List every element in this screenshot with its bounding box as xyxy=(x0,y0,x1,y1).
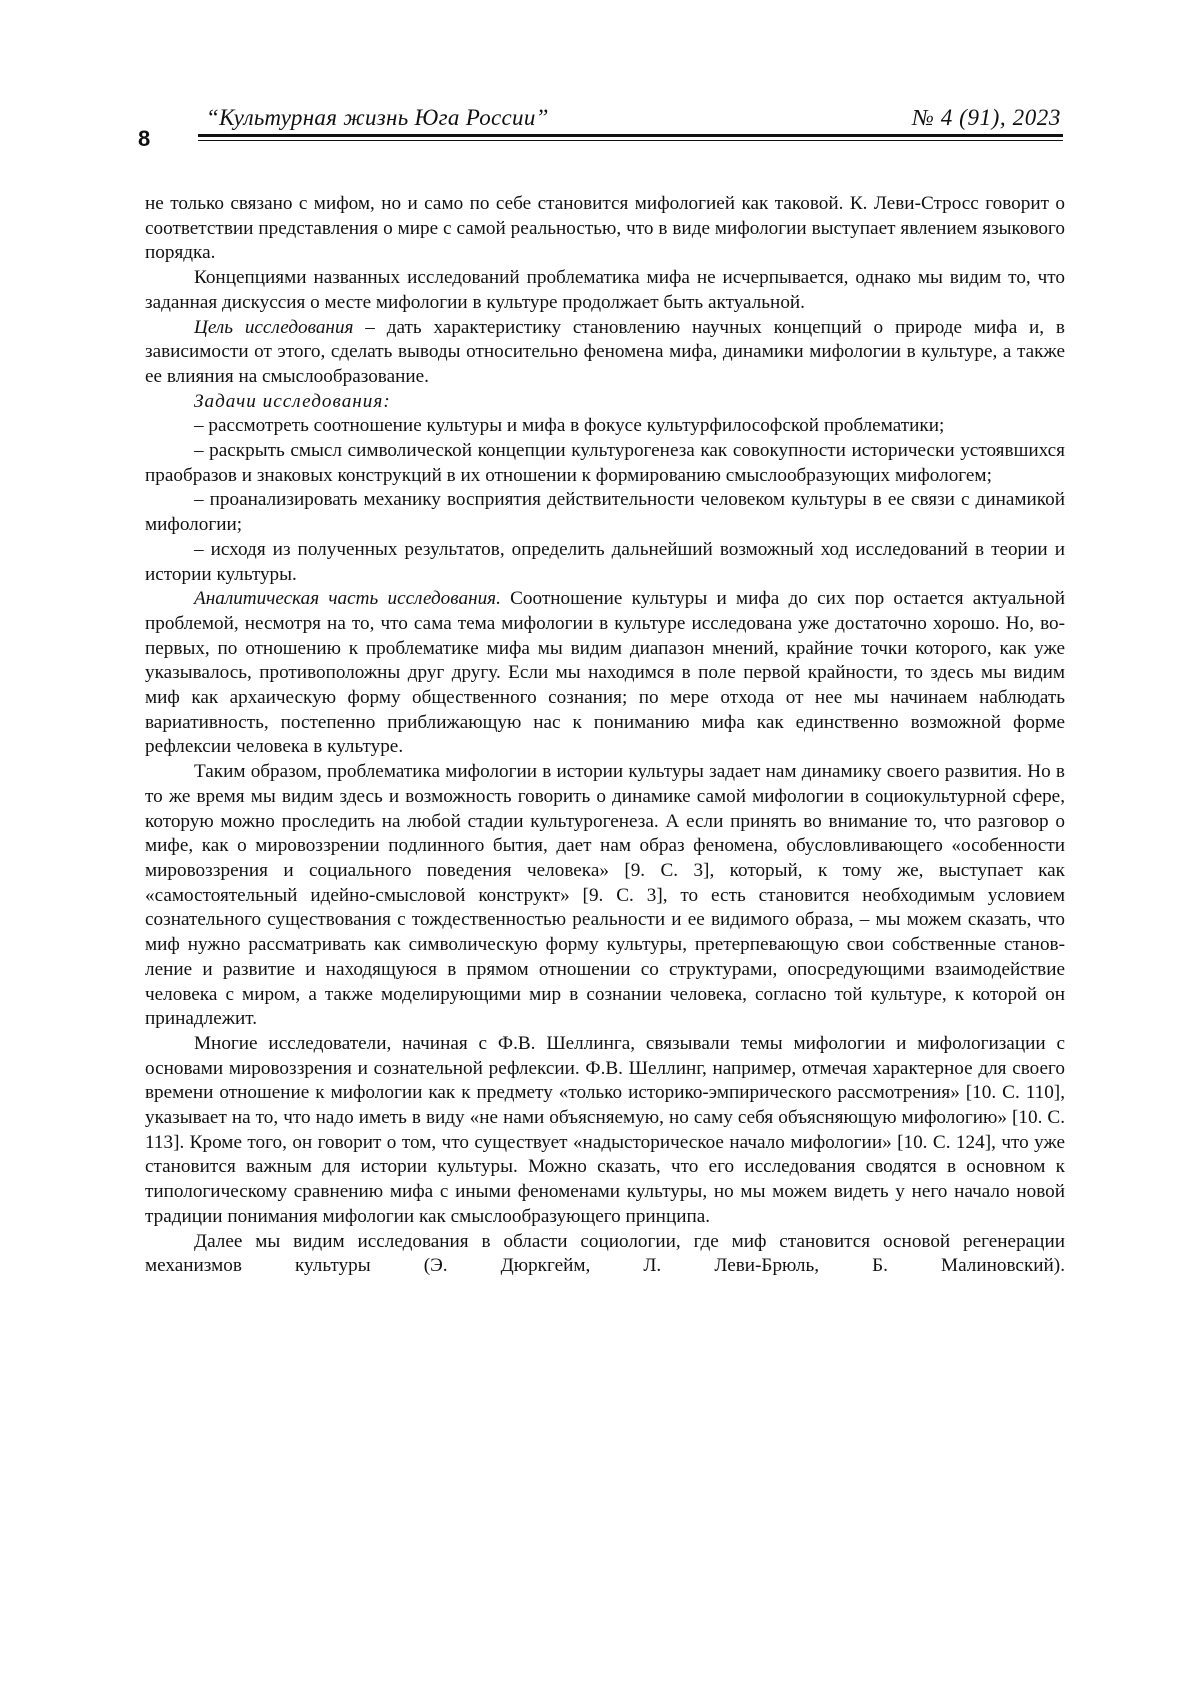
paragraph-text: – дать характеристику становлению научных концепций о природе мифа и, в зависимости от этого, сделать выводы относительно феномена мифа, динамики мифологии в культуре, а также ее влияния на смыслообразование. xyxy=(145,316,1065,387)
journal-title: “Культурная жизнь Юга России” xyxy=(206,105,549,130)
paragraph xyxy=(145,192,1065,266)
paragraph xyxy=(145,760,1065,1032)
paragraph-goal xyxy=(145,316,1065,390)
paragraph-text: – раскрыть смысл символической концепции культурогенеза как совокупности исторически устоявшихся праобразов и знаковых конструкций в их отношении к формированию смыслообразующих мифологем; xyxy=(145,440,1065,486)
paragraph-text: – проанализировать механику восприятия действительности человеком культуры в ее связи с динамикой мифологии; xyxy=(145,489,1065,536)
analytics-heading: Аналитическая часть исследования. xyxy=(194,588,501,610)
paragraph-text: Соотношение культуры и мифа до сих пор остается актуальной проблемой, несмотря на то, что сама тема мифологии в культуре исследована уже достаточно хорошо. Но, во-первых, по отношению к проблематике мифа мы видим диапазон мнений, крайние точки которого, как уже указывалось, противоположны друг другу. Если мы находимся в поле первой крайности, то здесь мы видим миф как архаическую форму общественного сознания; по мере отхода от нее мы начинаем наблюдать вариативность, постепенно приближающую нас к пониманию мифа как единственно возможной форме рефлексии человека в культуре. xyxy=(145,588,1065,758)
paragraph xyxy=(145,1230,1065,1279)
paragraph-text: – рассмотреть соотношение культуры и мифа в фокусе культурфилософской проблематики; xyxy=(194,415,945,437)
task-item xyxy=(145,439,1065,488)
task-item xyxy=(145,538,1065,587)
paragraph-text: Многие исследователи, начиная с Ф.В. Шеллинга, связывали темы мифологии и мифологизации с основами мировоззрения и сознательной рефлексии. Ф.В. Шеллинг, например, отмечая характерное для своего времени отношение к мифологии как к предмету «только историко-эмпирического рассмотрения» [10. С. 110], указывает на то, что надо иметь в виду «не нами объясняемую, но саму себя объясняющую мифологию» [10. С. 113]. Кроме того, он говорит о том, что существует «надысторическое начало мифологии» [10. С. 124], что уже становится важным для истории культуры. Можно сказать, что его исследования сводятся в основном к типологическому сравнению мифа с иными феноменами культуры, но мы можем видеть у него начало новой традиции понимания мифологии как смыслообразующего принципа. xyxy=(145,1032,1065,1227)
paragraph-text: Концепциями названных исследований проблематика мифа не исчерпывается, однако мы видим то, что заданная дискуссия о месте мифологии в культуре продолжает быть актуальной. xyxy=(145,267,1065,313)
page-number: 8 xyxy=(138,126,151,151)
paragraph xyxy=(145,1032,1065,1230)
paragraph-analytics xyxy=(145,587,1065,760)
body-text xyxy=(145,192,1065,1279)
paragraph-text: Таким образом, проблематика мифологии в истории культуры задает нам динамику своего развития. Но в то же время мы видим здесь и возможность говорить о динамике самой мифологии в социокультурной сфере, которую можно проследить на любой стадии культурогенеза. А если принять во внимание то, что разговор о мифе, как о мировоззрении подлинного бытия, дает нам образ феномена, обусловливающего «особенности мировоззрения и социального поведения человека» [9. С. 3], который, к тому же, выступает как «самостоятельный идейно-смысловой конструкт» [9. С. 3], то есть становится необходимым условием сознательного существования с тождественностью реальности и ее видимого образа, – мы можем сказать, что миф нужно рассматривать как символическую форму культуры, претерпевающую свои собственные становление и развитие и находящуюся в прямом отношении со структурами, опосредующими взаимодействие человека с миром, а также моделирующими мир в сознании человека, согласно той культуре, к которой он принадлежит. xyxy=(145,761,1065,1030)
running-head xyxy=(198,104,1061,134)
paragraph-tasks-heading xyxy=(145,390,1065,415)
task-item xyxy=(145,414,1065,439)
paragraph-text: – исходя из полученных результатов, определить дальнейший возможный ход исследований в теории и истории культуры. xyxy=(145,538,1065,585)
paragraph xyxy=(145,266,1065,315)
paragraph-text: Далее мы видим исследования в области социологии, где миф становится основой регенерации механизмов культуры (Э. Дюркгейм, Л. Леви-Брюль, Б. Малиновский). xyxy=(145,1230,1065,1277)
header-rule-thin xyxy=(198,140,1063,141)
goal-heading: Цель исследования xyxy=(194,316,354,338)
task-item xyxy=(145,488,1065,537)
issue-number: № 4 (91), 2023 xyxy=(912,105,1061,130)
header-rule-thick xyxy=(198,134,1063,137)
tasks-heading: Задачи исследования: xyxy=(194,390,391,412)
paragraph-text: не только связано с мифом, но и само по себе становится мифологией как таковой. К. Леви-Стросс говорит о соответствии представления о мире с самой реальностью, что в виде мифологии выступает явлением языкового порядка. xyxy=(145,193,1065,264)
